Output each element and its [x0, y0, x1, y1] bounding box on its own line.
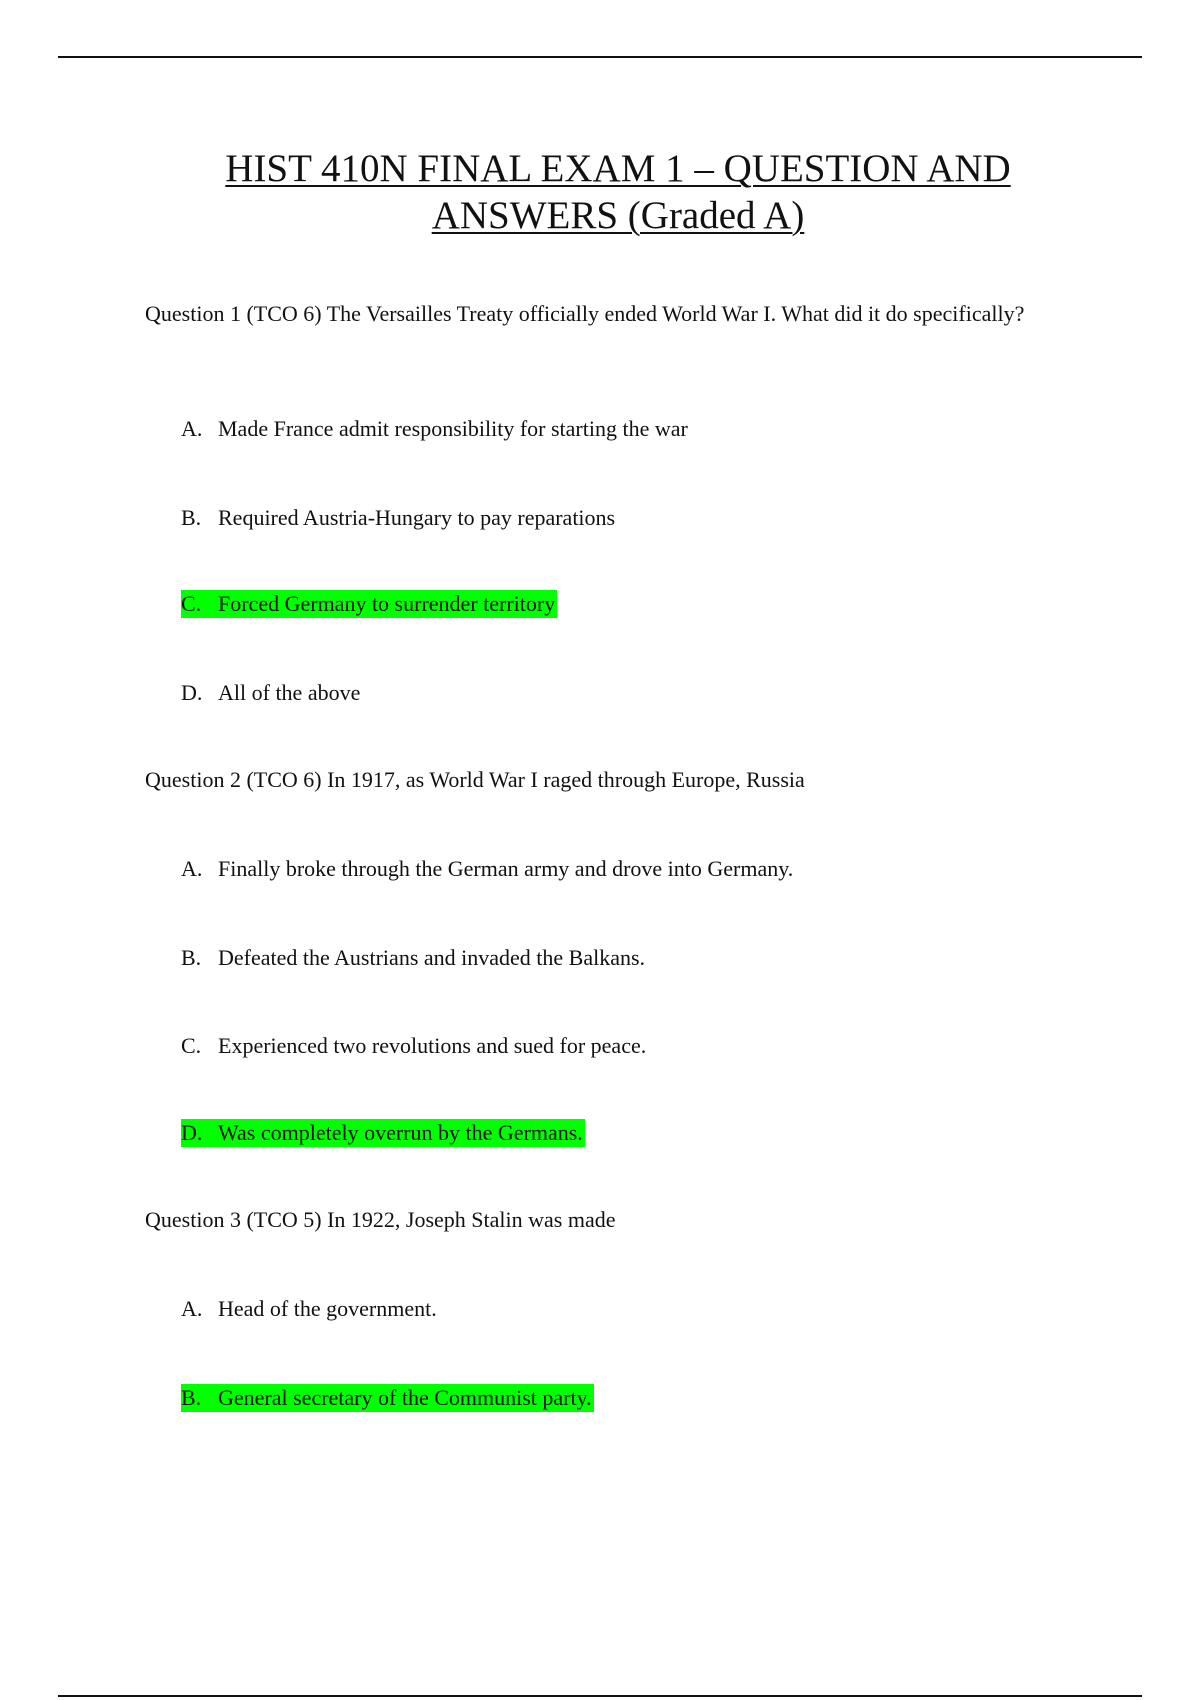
- option-text: Was completely overrun by the Germans.: [218, 1120, 583, 1145]
- bottom-rule: [58, 1695, 1142, 1697]
- option-text: Defeated the Austrians and invaded the Balkans.: [218, 945, 646, 970]
- option-letter: B.: [181, 1385, 202, 1410]
- option-letter: A.: [181, 1296, 203, 1321]
- option-text: Experienced two revolutions and sued for peace.: [218, 1033, 647, 1058]
- option-letter: D.: [181, 680, 203, 705]
- option-text: Forced Germany to surrender territory: [218, 591, 556, 616]
- option-text: Required Austria-Hungary to pay reparations: [218, 505, 616, 530]
- top-rule: [58, 56, 1142, 58]
- option-letter: C.: [181, 1033, 202, 1058]
- question-2-text: Question 2 (TCO 6) In 1917, as World War I raged through Europe, Russia: [145, 767, 805, 792]
- question-1-option-c-correct-answer: [181, 590, 557, 618]
- option-letter: C.: [181, 591, 202, 616]
- option-text: Finally broke through the German army and drove into Germany.: [218, 856, 794, 881]
- option-text: All of the above: [218, 680, 361, 705]
- title-line-2: ANSWERS (Graded A): [431, 194, 805, 237]
- option-letter: A.: [181, 856, 203, 881]
- option-text: Head of the government.: [218, 1296, 437, 1321]
- option-letter: D.: [181, 1120, 203, 1145]
- title-line-1: HIST 410N FINAL EXAM 1 – QUESTION AND: [225, 147, 1011, 190]
- question-3-text: Question 3 (TCO 5) In 1922, Joseph Stalin was made: [145, 1207, 616, 1232]
- question-2-option-c: [181, 1032, 646, 1060]
- option-letter: B.: [181, 945, 202, 970]
- question-3-option-b-correct-answer: [181, 1384, 594, 1412]
- question-3-option-a: [181, 1295, 437, 1323]
- question-1-option-d: [181, 679, 360, 707]
- document-title: [0, 145, 1200, 239]
- option-letter: B.: [181, 505, 202, 530]
- option-letter: A.: [181, 416, 203, 441]
- question-2-option-d-correct-answer: [181, 1119, 585, 1147]
- question-1-option-b: [181, 504, 615, 532]
- question-1-text: Question 1 (TCO 6) The Versailles Treaty officially ended World War I. What did it do specifically?: [145, 301, 1025, 326]
- question-2-option-a: [181, 855, 793, 883]
- option-text: General secretary of the Communist party.: [218, 1385, 592, 1410]
- question-2-option-b: [181, 944, 645, 972]
- question-1-option-a: [181, 415, 688, 443]
- option-text: Made France admit responsibility for starting the war: [218, 416, 688, 441]
